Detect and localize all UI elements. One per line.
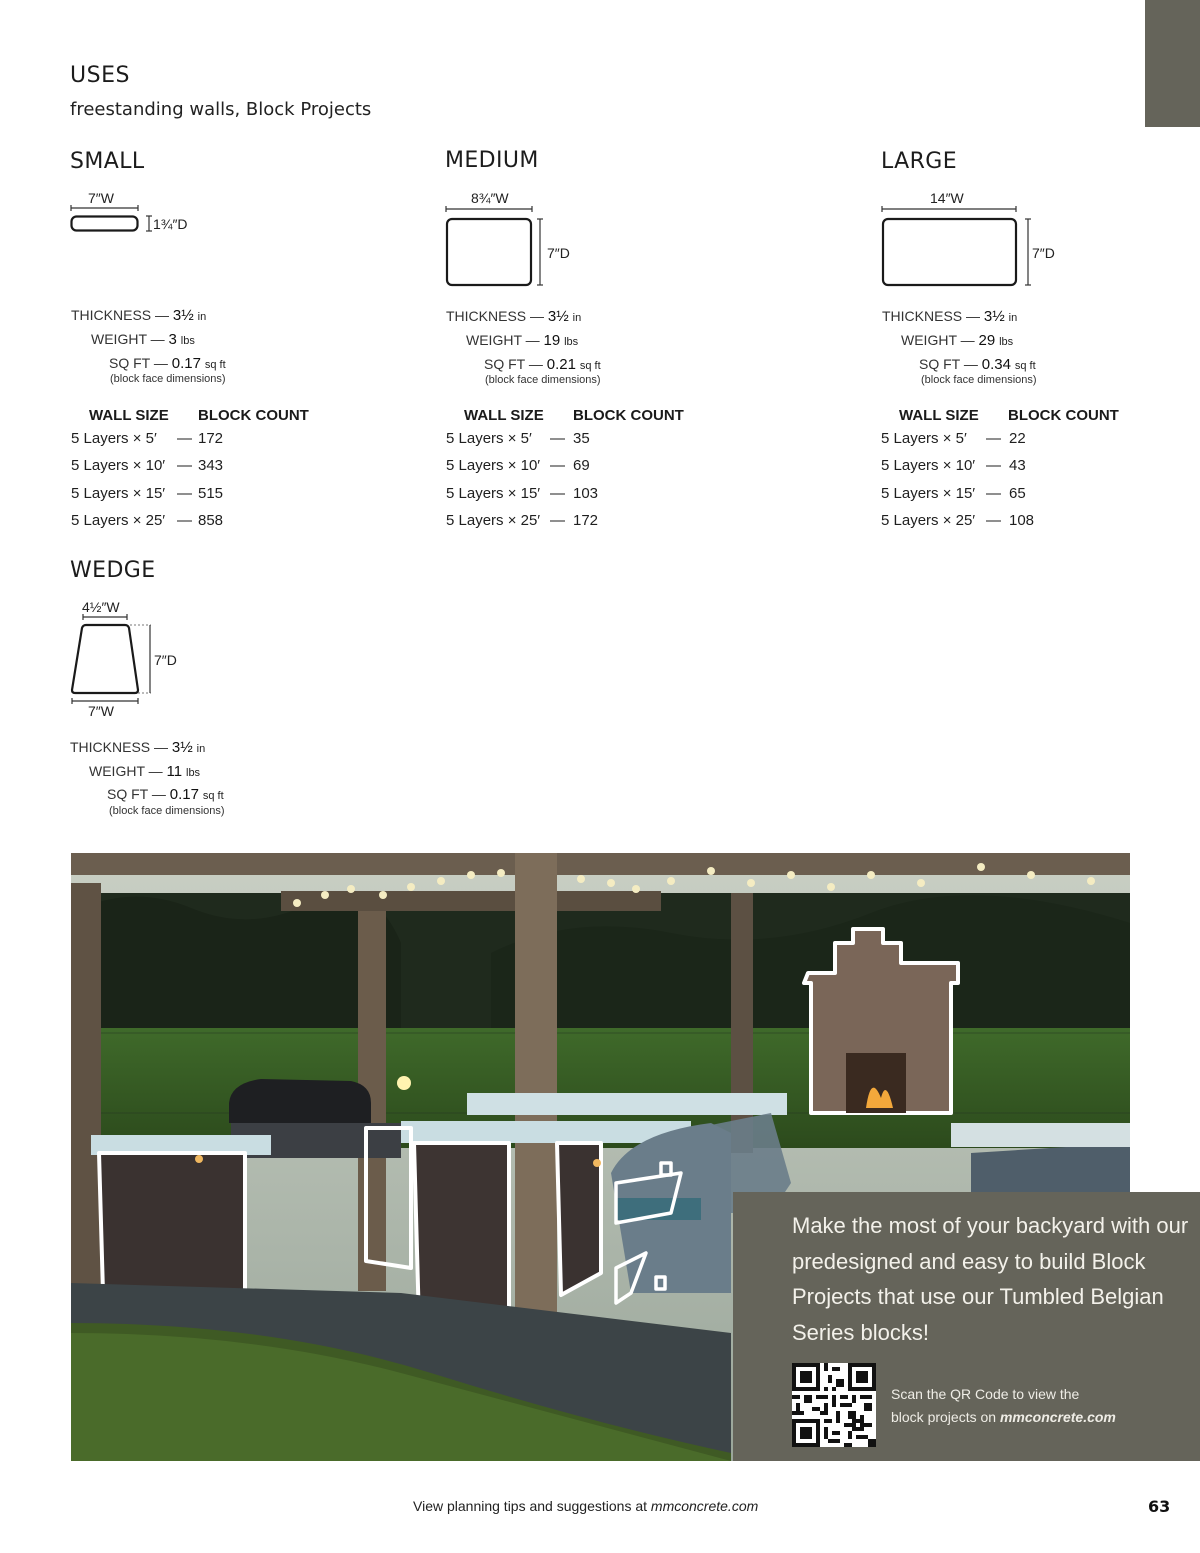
large-thickness: THICKNESS — 3½ in <box>882 308 1018 325</box>
page-number: 63 <box>1148 1497 1171 1516</box>
table-row: 5 Layers × 5′ — 22 <box>881 430 1026 447</box>
table-row: 5 Layers × 5′ — 35 <box>446 430 590 447</box>
small-sqft: SQ FT — 0.17 sq ft <box>109 355 226 372</box>
medium-weight: WEIGHT — 19 lbs <box>466 332 579 349</box>
uses-heading: USES <box>70 63 130 88</box>
medium-thickness: THICKNESS — 3½ in <box>446 308 582 325</box>
uses-text: freestanding walls, Block Projects <box>70 99 372 120</box>
small-width-label: 7″W <box>88 190 114 206</box>
promo-panel <box>733 1192 1200 1461</box>
small-title: SMALL <box>70 149 145 174</box>
qr-code-icon <box>792 1363 876 1447</box>
table-row: 5 Layers × 15′ — 515 <box>71 485 224 502</box>
small-thickness: THICKNESS — 3½ in <box>71 307 207 324</box>
wedge-thickness: THICKNESS — 3½ in <box>70 739 206 756</box>
small-table-header-block-count: BLOCK COUNT <box>198 407 309 424</box>
qr-caption-link[interactable]: mmconcrete.com <box>999 1409 1116 1425</box>
promo-headline: Make the most of your backyard with our predesigned and easy to build Block Projects that use our Tumbled Belgian Series blocks! <box>792 1213 1189 1345</box>
footer-link[interactable]: mmconcrete.com <box>650 1498 759 1514</box>
medium-width-label: 8¾″W <box>471 190 509 206</box>
wedge-bottom-width-label: 7″W <box>88 703 114 719</box>
medium-sqft: SQ FT — 0.21 sq ft <box>484 356 601 373</box>
table-row: 5 Layers × 10′ — 343 <box>71 457 224 474</box>
medium-table-header-wall-size: WALL SIZE <box>464 407 544 424</box>
large-title: LARGE <box>881 149 958 174</box>
table-row: 5 Layers × 10′ — 69 <box>446 457 590 474</box>
small-depth-label: 1¾″D <box>153 216 188 232</box>
small-weight: WEIGHT — 3 lbs <box>91 331 195 348</box>
large-depth-label: 7″D <box>1032 245 1055 261</box>
wedge-depth-label: 7″D <box>154 652 177 668</box>
large-note: (block face dimensions) <box>921 374 1037 386</box>
table-row: 5 Layers × 25′ — 858 <box>71 512 224 529</box>
qr-caption: Scan the QR Code to view the block projects on mmconcrete.com <box>891 1386 1116 1425</box>
qr-code[interactable] <box>792 1363 876 1447</box>
medium-table-header-block-count: BLOCK COUNT <box>573 407 684 424</box>
large-weight: WEIGHT — 29 lbs <box>901 332 1014 349</box>
wedge-block-diagram <box>70 614 160 704</box>
medium-block-diagram <box>445 206 555 290</box>
table-row: 5 Layers × 10′ — 43 <box>881 457 1026 474</box>
wedge-note: (block face dimensions) <box>109 805 225 817</box>
wedge-top-width-label: 4½″W <box>82 599 120 615</box>
medium-depth-label: 7″D <box>547 245 570 261</box>
wedge-weight: WEIGHT — 11 lbs <box>89 763 201 780</box>
small-table-header-wall-size: WALL SIZE <box>89 407 169 424</box>
medium-title: MEDIUM <box>445 148 539 173</box>
large-sqft: SQ FT — 0.34 sq ft <box>919 356 1036 373</box>
wedge-sqft: SQ FT — 0.17 sq ft <box>107 786 224 803</box>
wedge-title: WEDGE <box>70 558 156 583</box>
large-table-header-wall-size: WALL SIZE <box>899 407 979 424</box>
section-tab <box>1145 0 1200 127</box>
large-table-header-block-count: BLOCK COUNT <box>1008 407 1119 424</box>
table-row: 5 Layers × 25′ — 108 <box>881 512 1035 529</box>
large-block-diagram <box>881 205 1041 291</box>
table-row: 5 Layers × 25′ — 172 <box>446 512 599 529</box>
large-width-label: 14″W <box>930 190 964 206</box>
small-note: (block face dimensions) <box>110 373 226 385</box>
footer-text: View planning tips and suggestions at mmconcrete.com <box>413 1498 759 1514</box>
table-row: 5 Layers × 15′ — 103 <box>446 485 599 502</box>
medium-note: (block face dimensions) <box>485 374 601 386</box>
table-row: 5 Layers × 15′ — 65 <box>881 485 1026 502</box>
table-row: 5 Layers × 5′ — 172 <box>71 430 224 447</box>
